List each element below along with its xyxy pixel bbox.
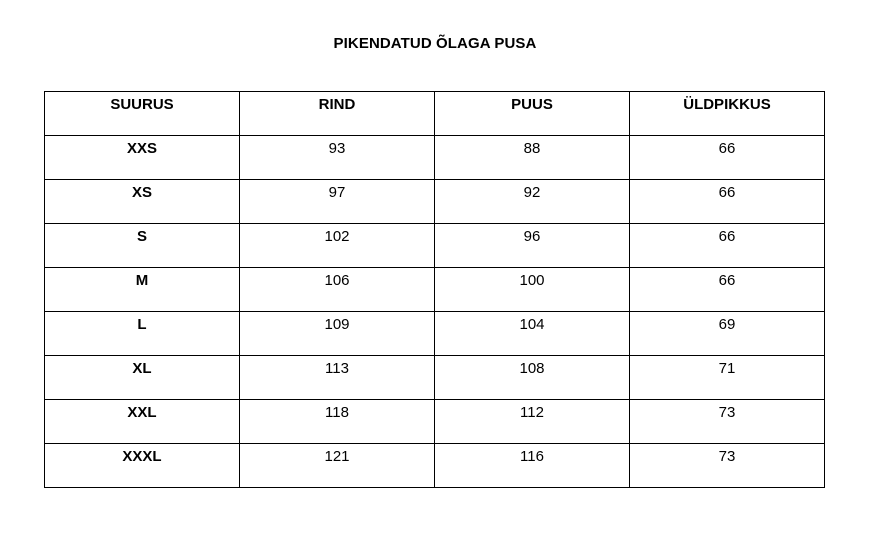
hip-cell: 96	[435, 224, 630, 268]
chest-cell: 93	[240, 136, 435, 180]
table-row	[45, 268, 825, 312]
size-cell: XXL	[45, 400, 240, 444]
hip-cell: 104	[435, 312, 630, 356]
chest-cell: 118	[240, 400, 435, 444]
chest-cell: 102	[240, 224, 435, 268]
chest-cell: 106	[240, 268, 435, 312]
size-cell: M	[45, 268, 240, 312]
chest-cell: 121	[240, 444, 435, 488]
hip-cell: 88	[435, 136, 630, 180]
hip-cell: 108	[435, 356, 630, 400]
chest-cell: 109	[240, 312, 435, 356]
size-cell: L	[45, 312, 240, 356]
table-row	[45, 356, 825, 400]
length-cell: 66	[630, 224, 825, 268]
length-cell: 66	[630, 136, 825, 180]
header-hip: PUUS	[435, 92, 630, 136]
length-cell: 69	[630, 312, 825, 356]
table-row	[45, 400, 825, 444]
size-cell: XS	[45, 180, 240, 224]
size-table	[44, 91, 825, 488]
table-row	[45, 312, 825, 356]
table-header-row	[45, 92, 825, 136]
size-cell: XXXL	[45, 444, 240, 488]
table-row	[45, 136, 825, 180]
hip-cell: 92	[435, 180, 630, 224]
chest-cell: 113	[240, 356, 435, 400]
header-chest: RIND	[240, 92, 435, 136]
size-cell: XXS	[45, 136, 240, 180]
chest-cell: 97	[240, 180, 435, 224]
length-cell: 71	[630, 356, 825, 400]
header-total-length: ÜLDPIKKUS	[630, 92, 825, 136]
length-cell: 73	[630, 444, 825, 488]
size-cell: S	[45, 224, 240, 268]
header-size: SUURUS	[45, 92, 240, 136]
length-cell: 66	[630, 268, 825, 312]
hip-cell: 112	[435, 400, 630, 444]
length-cell: 73	[630, 400, 825, 444]
length-cell: 66	[630, 180, 825, 224]
hip-cell: 116	[435, 444, 630, 488]
table-row	[45, 224, 825, 268]
hip-cell: 100	[435, 268, 630, 312]
table-row	[45, 180, 825, 224]
page-title: PIKENDATUD ÕLAGA PUSA	[333, 35, 537, 52]
size-cell: XL	[45, 356, 240, 400]
table-row	[45, 444, 825, 488]
